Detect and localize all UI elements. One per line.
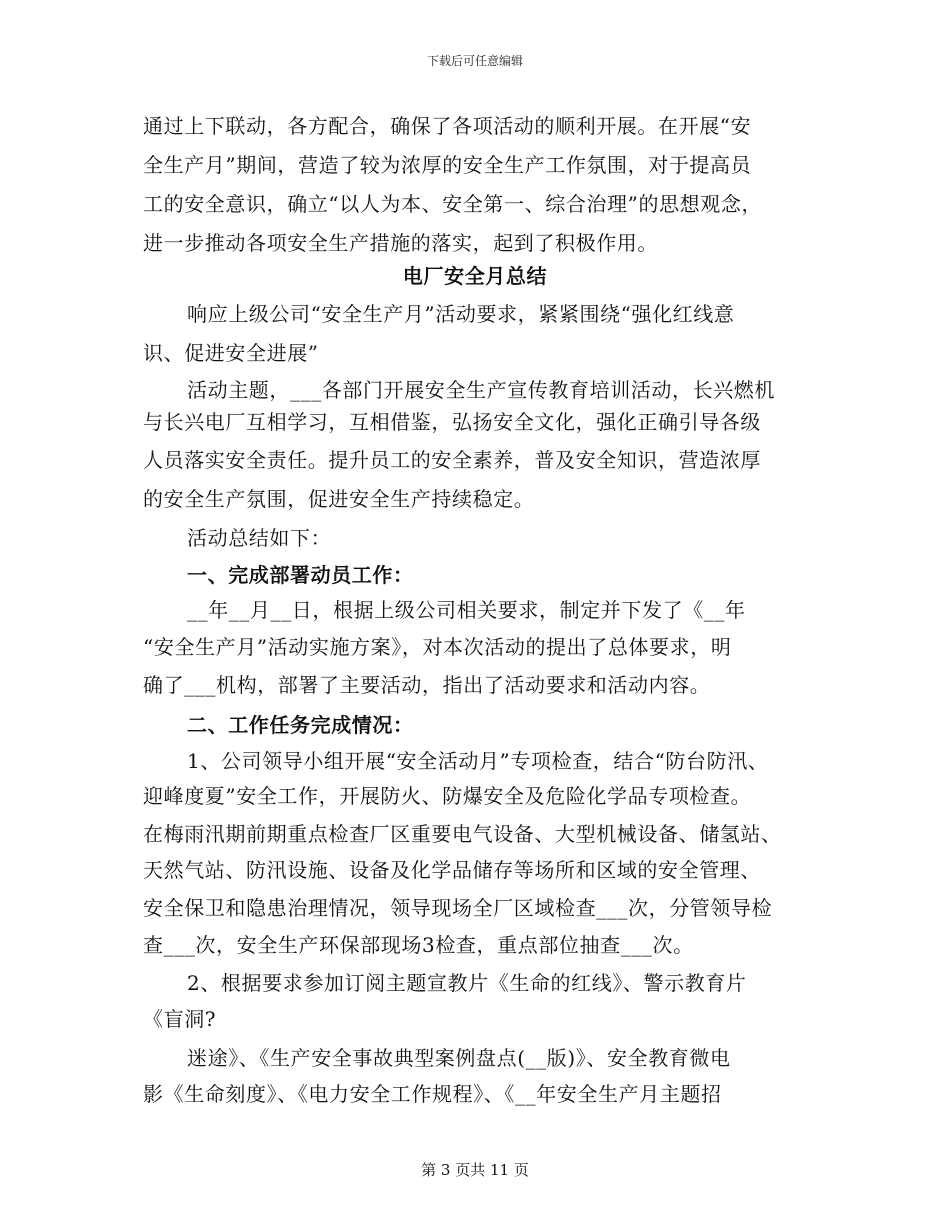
body-line: 响应上级公司“安全生产月”活动要求，紧紧围绕“强化红线意 (187, 302, 735, 326)
body-line: 确了___机构，部署了主要活动，指出了活动要求和活动内容。 (143, 673, 711, 697)
body-line: 安全保卫和隐患治理情况，领导现场全厂区域检查___次，分管领导检 (143, 896, 773, 920)
body-line: 2、根据要求参加订阅主题宣教片《生命的红线》、警示教育片 (187, 971, 747, 995)
body-line: 进一步推动各项安全生产措施的落实，起到了积极作用。 (143, 231, 658, 255)
section-title: 电厂安全月总结 (402, 264, 548, 288)
body-line: 迎峰度夏”安全工作，开展防火、防爆安全及危险化学品专项检查。 (143, 784, 752, 808)
section-heading: 一、完成部署动员工作： (187, 563, 414, 587)
body-line: 识、促进安全进展” (143, 341, 319, 365)
body-line: 全生产月”期间，营造了较为浓厚的安全生产工作氛围，对于提高员 (143, 153, 752, 177)
body-line: 与长兴电厂互相学习，互相借鉴，弘扬安全文化，强化正确引导各级 (143, 410, 761, 434)
body-line: 通过上下联动，各方配合，确保了各项活动的顺利开展。在开展“安 (143, 114, 752, 138)
body-line: 影《生命刻度》、《电力安全工作规程》、《__年安全生产月主题招 (143, 1082, 722, 1106)
body-line: 活动主题，___各部门开展安全生产宣传教育培训活动，长兴燃机 (187, 378, 775, 402)
body-line: 人员落实安全责任。提升员工的安全素养，普及安全知识，营造浓厚 (143, 448, 761, 472)
body-line: __年__月__日，根据上级公司相关要求，制定并下发了《__年 (187, 598, 746, 622)
section-heading: 二、工作任务完成情况： (187, 713, 414, 737)
body-line: 天然气站、防汛设施、设备及化学品储存等场所和区域的安全管理、 (143, 858, 761, 882)
body-line: 查___次，安全生产环保部现场3检查，重点部位抽查___次。 (143, 933, 694, 957)
page-footer: 第 3 页共 11 页 (421, 1161, 529, 1179)
body-line: 的安全生产氛围，促进安全生产持续稳定。 (143, 487, 535, 511)
body-line: 1、公司领导小组开展“安全活动月”专项检查，结合“防台防汛、 (187, 749, 769, 773)
body-line: 在梅雨汛期前期重点检查厂区重要电气设备、大型机械设备、储氢站、 (143, 822, 782, 846)
page-header: 下载后可任意编辑 (426, 54, 523, 68)
body-line: “安全生产月”活动实施方案》，对本次活动的提出了总体要求，明 (143, 635, 732, 659)
body-line: 活动总结如下： (187, 526, 332, 550)
body-line: 工的安全意识，确立“以人为本、安全第一、综合治理”的思想观念， (143, 192, 763, 216)
body-line: 《盲洞? (143, 1007, 217, 1031)
body-line: 迷途》、《生产安全事故典型案例盘点(__版)》、安全教育微电 (187, 1046, 731, 1070)
